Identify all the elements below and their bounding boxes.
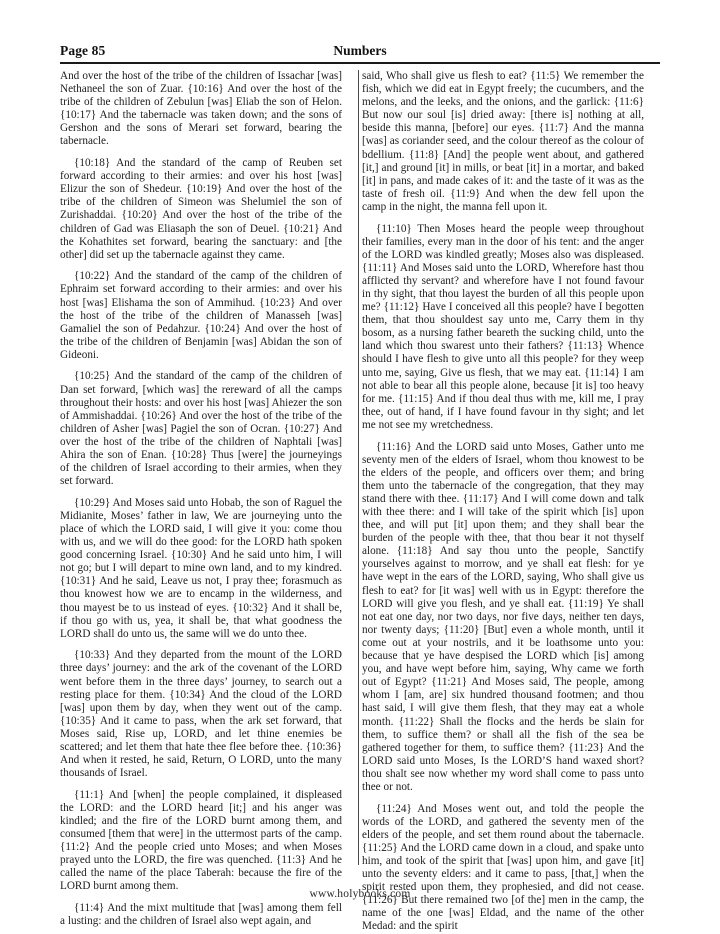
paragraph: {11:16} And the LORD said unto Moses, Gather unto me seventy men of the elders of Israel, whom thou knowest to be the elders of the people, and officers over them; and bring them unto the tabernacle of the congregation, that they may stand there with thee. {11:17} And I will come down and talk with thee there: and I will take of the spirit which [is] upon thee, and will put [it] upon them; and they shall bear the burden of the people with thee, that thou bear it not thyself alone. {11:18} And say thou unto the people, Sanctify yourselves against to morrow, and ye shall eat flesh: for ye have wept in the ears of the LORD, saying, Who shall give us flesh to eat? for [it was] well with us in Egypt: therefore the LORD will give you flesh, and ye shall eat. {11:19} Ye shall not eat one day, nor two days, nor five days, neither ten days, nor twenty days; {11:20} [But] even a whole month, until it come out at your nostrils, and it be loathsome unto you: because that ye have despised the LORD which [is] among you, and have wept before him, saying, Why came we forth out of Egypt? {11:21} And Moses said, The people, among whom I [am, are] six hundred thousand footmen; and thou hast said, I will give them flesh, that they may eat a whole month. {11:22} Shall the flocks and the herds be slain for them, to suffice them? or shall all the fish of the sea be gathered together for them, to suffice them? {11:23} And the LORD said unto Moses, Is the LORD’S hand waxed short? thou shalt see now whether my word shall come to pass unto thee or not.	[362, 440, 644, 793]
paragraph: {10:25} And the standard of the camp of the children of Dan set forward, [which was] the rereward of all the camps throughout their hosts: and over his host [was] Ahiezer the son of Ammishaddai. {10:26} And over the host of the tribe of the children of Asher [was] Pagiel the son of Ocran. {10:27} And over the host of the tribe of the children of Naphtali [was] Ahira the son of Enan. {10:28} Thus [were] the journeyings of the children of Israel according to their armies, when they set forward.	[60, 370, 342, 488]
paragraph: {10:29} And Moses said unto Hobab, the son of Raguel the Midianite, Moses’ father in law, We are journeying unto the place of which the LORD said, I will give it you: come thou with us, and we will do thee good: for the LORD hath spoken good concerning Israel. {10:30} And he said unto him, I will not go; but I will depart to mine own land, and to my kindred. {10:31} And he said, Leave us not, I pray thee; forasmuch as thou knowest how we are to encamp in the wilderness, and thou mayest be to us instead of eyes. {10:32} And it shall be, if thou go with us, yea, it shall be, that what goodness the LORD shall do unto us, the same will we do unto thee.	[60, 496, 342, 640]
paragraph: And over the host of the tribe of the children of Issachar [was] Nethaneel the son of Zuar. {10:16} And over the host of the tribe of the children of Zebulun [was] Eliab the son of Helon. {10:17} And the tabernacle was taken down; and the sons of Gershon and the sons of Merari set forward, bearing the tabernacle.	[60, 70, 342, 148]
paragraph: said, Who shall give us flesh to eat? {11:5} We remember the fish, which we did eat in Egypt freely; the cucumbers, and the melons, and the leeks, and the onions, and the garlick: {11:6} But now our soul [is] dried away: [there is] nothing at all, beside this manna, [before] our eyes. {11:7} And the manna [was] as coriander seed, and the colour thereof as the colour of bdellium. {11:8} [And] the people went about, and gathered [it,] and ground [it] in mills, or beat [it] in a mortar, and baked [it] in pans, and made cakes of it: and the taste of it was as the taste of fresh oil. {11:9} And when the dew fell upon the camp in the night, the manna fell upon it.	[362, 70, 644, 213]
paragraph: {10:18} And the standard of the camp of Reuben set forward according to their armies: and over his host [was] Elizur the son of Shedeur. {10:19} And over the host of the tribe of the children of Simeon was Shelumiel the son of Zurishaddai. {10:20} And over the host of the tribe of the children of Gad was Eliasaph the son of Deuel. {10:21} And the Kohathites set forward, bearing the sanctuary: and [the other] did set up the tabernacle against they came.	[60, 157, 342, 261]
book-title-label: Numbers	[333, 43, 387, 58]
paragraph: {10:33} And they departed from the mount of the LORD three days’ journey: and the ark of the covenant of the LORD went before them in the three days’ journey, to search out a resting place for them. {10:34} And the cloud of the LORD [was] upon them by day, when they went out of the camp. {10:35} And it came to pass, when the ark set forward, that Moses said, Rise up, LORD, and let thine enemies be scattered; and let them that hate thee flee before thee. {10:36} And when it rested, he said, Return, O LORD, unto the many thousands of Israel.	[60, 649, 342, 780]
left-column	[60, 70, 352, 928]
paragraph: {10:22} And the standard of the camp of the children of Ephraim set forward according to their armies: and over his host [was] Elishama the son of Ammihud. {10:23} And over the host of the tribe of the children of Manasseh [was] Gamaliel the son of Pedahzur. {10:24} And over the host of the tribe of the children of Benjamin [was] Abidan the son of Gideoni.	[60, 270, 342, 361]
paragraph: {11:24} And Moses went out, and told the people the words of the LORD, and gathered the seventy men of the elders of the people, and set them round about the tabernacle. {11:25} And the LORD came down in a cloud, and spake unto him, and took of the spirit that [was] upon him, and gave [it] unto the seventy elders: and it came to pass, [that,] when the spirit rested upon them, they prophesied, and did not cease. {11:26} But there remained two [of the] men in the camp, the name of the one [was] Eldad, and the name of the other Medad: and the spirit	[362, 802, 644, 933]
paragraph: {11:1} And [when] the people complained, it displeased the LORD: and the LORD heard [it;] and his anger was kindled; and the fire of the LORD burnt among them, and consumed [them that were] in the uttermost parts of the camp. {11:2} And the people cried unto Moses; and when Moses prayed unto the LORD, the fire was quenched. {11:3} And he called the name of the place Taberah: because the fire of the LORD burnt among them.	[60, 788, 342, 893]
header-divider-rule	[60, 62, 660, 64]
paragraph: {11:4} And the mixt multitude that [was] among them fell a lusting: and the children of Israel also wept again, and	[60, 902, 342, 928]
page-number-label: Page 85	[60, 43, 106, 58]
footer-website-label: www.holybooks.com	[309, 888, 411, 900]
paragraph: {11:10} Then Moses heard the people weep throughout their families, every man in the door of his tent: and the anger of the LORD was kindled greatly; Moses also was displeased. {11:11} And Moses said unto the LORD, Wherefore hast thou afflicted thy servant? and wherefore have I not found favour in thy sight, that thou layest the burden of all this people upon me? {11:12} Have I conceived all this people? have I begotten them, that thou shouldest say unto me, Carry them in thy bosom, as a nursing father beareth the sucking child, unto the land which thou swarest unto their fathers? {11:13} Whence should I have flesh to give unto all this people? for they weep unto me, saying, Give us flesh, that we may eat. {11:14} I am not able to bear all this people alone, because [it is] too heavy for me. {11:15} And if thou deal thus with me, kill me, I pray thee, out of hand, if I have found favour in thy sight; and let me not see my wretchedness.	[362, 222, 644, 431]
